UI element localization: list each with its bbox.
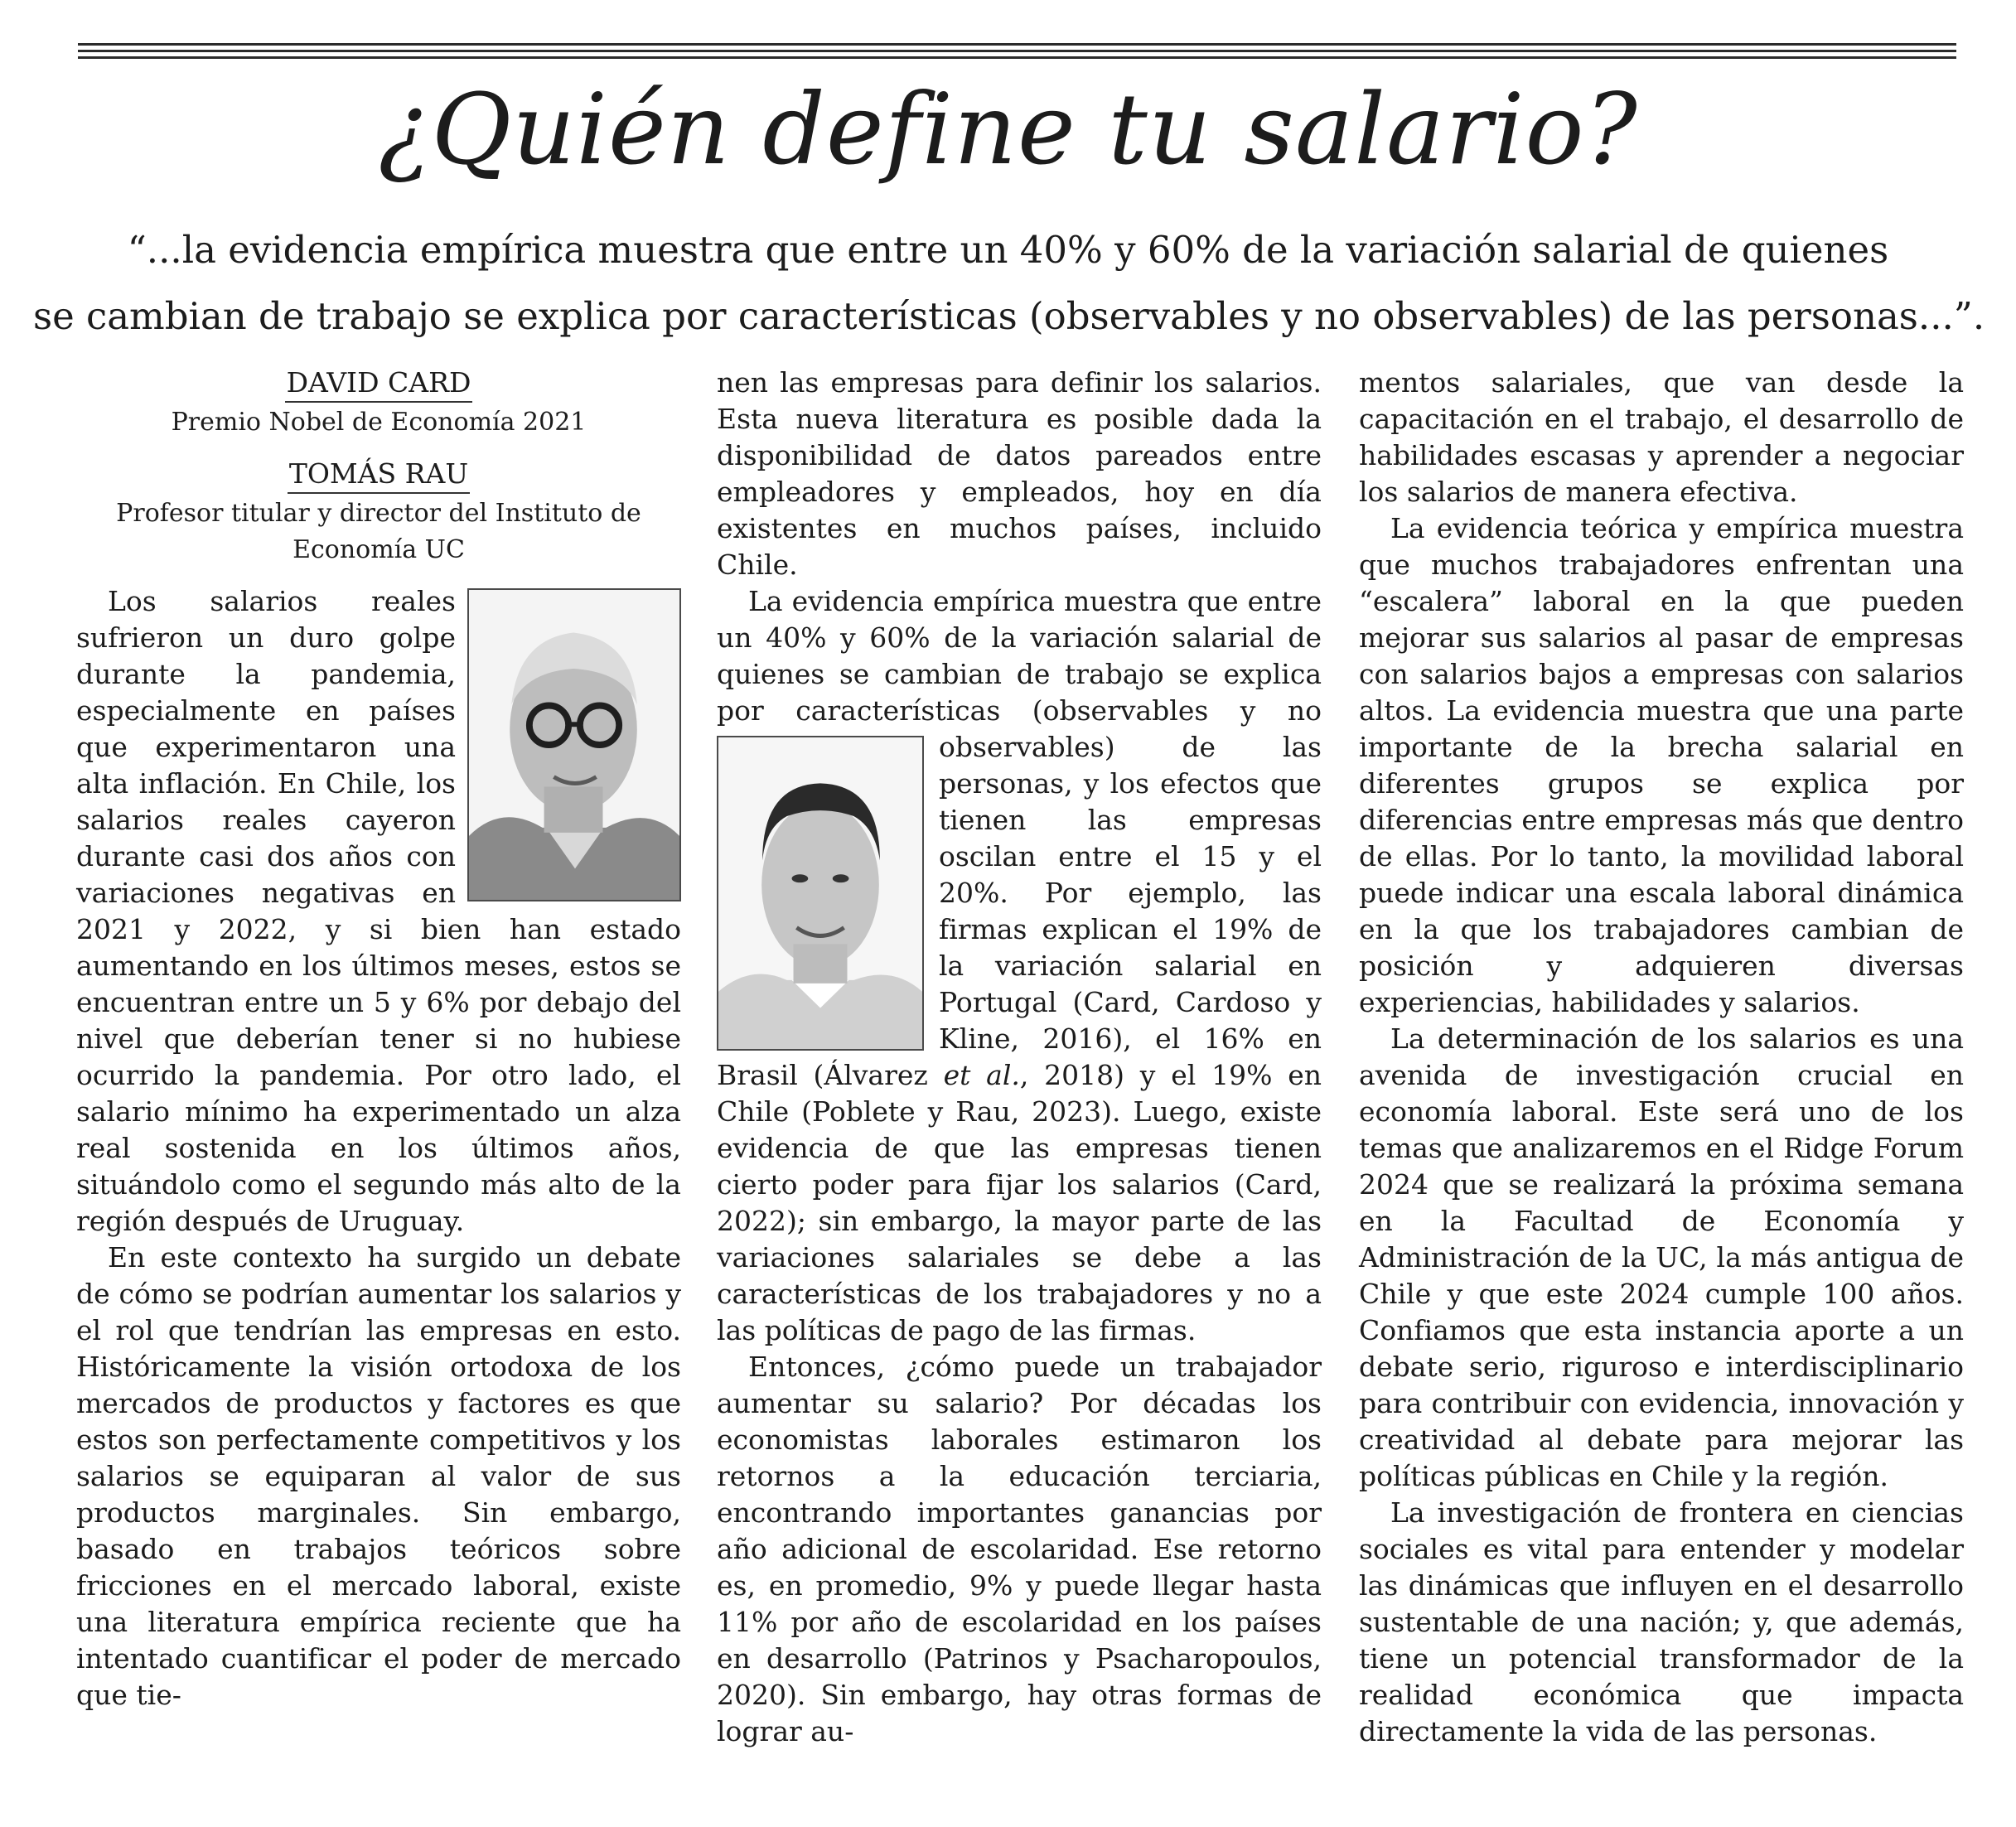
body-text: no observables) de las personas, y los efectos que tienen las empresas oscilan entre el 15 y el 20%. Por ejemplo, las firmas explican el 19% de la variación salarial en Portugal (Card, Cardoso y Kline, 2016), el 16% en Brasil (Álvarez xyxy=(717,694,1322,1091)
pull-quote xyxy=(33,217,1983,350)
author-block-card xyxy=(76,365,681,441)
author-block-rau xyxy=(76,456,681,568)
body-text-italic: et al. xyxy=(943,1059,1020,1091)
article-title: ¿Quién define tu salario? xyxy=(378,72,1638,186)
body-text: , 2018) y el 19% en Chile (Poblete y Rau, 2023). Luego, existe evidencia de que las empresas tienen cierto poder para fijar los salarios (Card, 2022); sin embargo, la mayor parte de las variaciones salariales se debe a las características de los trabajadores y no a las políticas de pago de las firmas. xyxy=(717,1059,1322,1346)
author-name: TOMÁS RAU xyxy=(288,456,470,494)
pull-quote-line: se cambian de trabajo se explica por características (observables y no observables) de las personas...”. xyxy=(33,294,1985,338)
body-paragraph: nen las empresas para definir los salarios. Esta nueva literatura es posible dada la disponibilidad de datos pareados entre empleadores y empleados, hoy en día existentes en muchos países, incluido Chile. xyxy=(717,366,1322,581)
portrait-card-image xyxy=(469,590,679,900)
body-paragraph: Los salarios reales sufrieron un duro golpe durante la pandemia, especialmente en países que experimentaron una alta inflación. En Chile, los salarios reales cayeron durante casi dos años con variaciones negativas en 2021 y 2022, y si bien han estado aumentando en los últimos meses, estos se encuentran entre un 5 y 6% por debajo del nivel que deberían tener si no hubiese ocurrido la pandemia. Por otro lado, el salario mínimo ha experimentado un alza real sostenida en los últimos años, situándolo como el segundo más alto de la región después de Uruguay. xyxy=(76,585,681,1237)
article-column-3 xyxy=(1359,365,1964,1750)
body-text: La evidencia empírica muestra que entre un 40% y 60% de la variación salarial de quienes se cambian de trabajo se explica por características (observables y xyxy=(717,585,1322,727)
header-rule xyxy=(78,50,1956,52)
body-paragraph xyxy=(717,583,1322,1349)
body-paragraph: mentos salariales, que van desde la capacitación en el trabajo, el desarrollo de habilidades escasas y aprender a negociar los salarios de manera efectiva. xyxy=(1359,366,1964,508)
portrait-rau-image xyxy=(718,737,922,1049)
header-rule xyxy=(78,56,1956,59)
article-column-2 xyxy=(717,365,1322,1750)
body-paragraph: La determinación de los salarios es una avenida de investigación crucial en economía laboral. Este será uno de los temas que analizaremos en el Ridge Forum 2024 que se realizará la próxima semana en la Facultad de Economía y Administración de la UC, la más antigua de Chile y que este 2024 cumple 100 años. Confiamos que esta instancia aporte a un debate serio, riguroso e interdisciplinario para contribuir con evidencia, innovación y creatividad al debate para mejorar las políticas públicas en Chile y la región. xyxy=(1359,1022,1964,1492)
body-paragraph: En este contexto ha surgido un debate de cómo se podrían aumentar los salarios y el rol que tendrían las empresas en esto. Históricamente la visión ortodoxa de los mercados de productos y factores es que estos son perfectamente competitivos y los salarios se equiparan al valor de sus productos marginales. Sin embargo, basado en trabajos teóricos sobre fricciones en el mercado laboral, existe una literatura empírica reciente que ha intentado cuantificar el poder de mercado que tie- xyxy=(76,1241,681,1711)
author-role: Profesor titular y director del Instituto de Economía UC xyxy=(116,499,641,564)
article-column-1 xyxy=(76,365,681,1713)
portrait-photo xyxy=(467,588,681,901)
portrait-photo xyxy=(717,736,924,1051)
header-rule xyxy=(78,43,1956,46)
pull-quote-line: “...la evidencia empírica muestra que entre un 40% y 60% de la variación salarial de quienes xyxy=(127,228,1889,272)
body-paragraph: La investigación de frontera en ciencias sociales es vital para entender y modelar las dinámicas que influyen en el desarrollo sustentable de una nación; y, que además, tiene un potencial transformador de la realidad económica que impacta directamente la vida de las personas. xyxy=(1359,1496,1964,1747)
author-name: DAVID CARD xyxy=(285,365,473,403)
author-role: Premio Nobel de Economía 2021 xyxy=(171,408,587,437)
body-paragraph: La evidencia teórica y empírica muestra que muchos trabajadores enfrentan una “escalera” laboral en la que pueden mejorar sus salarios al pasar de empresas con salarios bajos a empresas con salarios altos. La evidencia muestra que una parte importante de la brecha salarial en diferentes grupos se explica por diferencias entre empresas más que dentro de ellas. Por lo tanto, la movilidad laboral puede indicar una escala laboral dinámica en la que los trabajadores cambian de posición y adquieren diversas experiencias, habilidades y salarios. xyxy=(1359,512,1964,1018)
body-paragraph: Entonces, ¿cómo puede un trabajador aumentar su salario? Por décadas los economistas laborales estimaron los retornos a la educación terciaria, encontrando importantes ganancias por año adicional de escolaridad. Ese retorno es, en promedio, 9% y puede llegar hasta 11% por año de escolaridad en los países en desarrollo (Patrinos y Psacharopoulos, 2020). Sin embargo, hay otras formas de lograr au- xyxy=(717,1351,1322,1747)
